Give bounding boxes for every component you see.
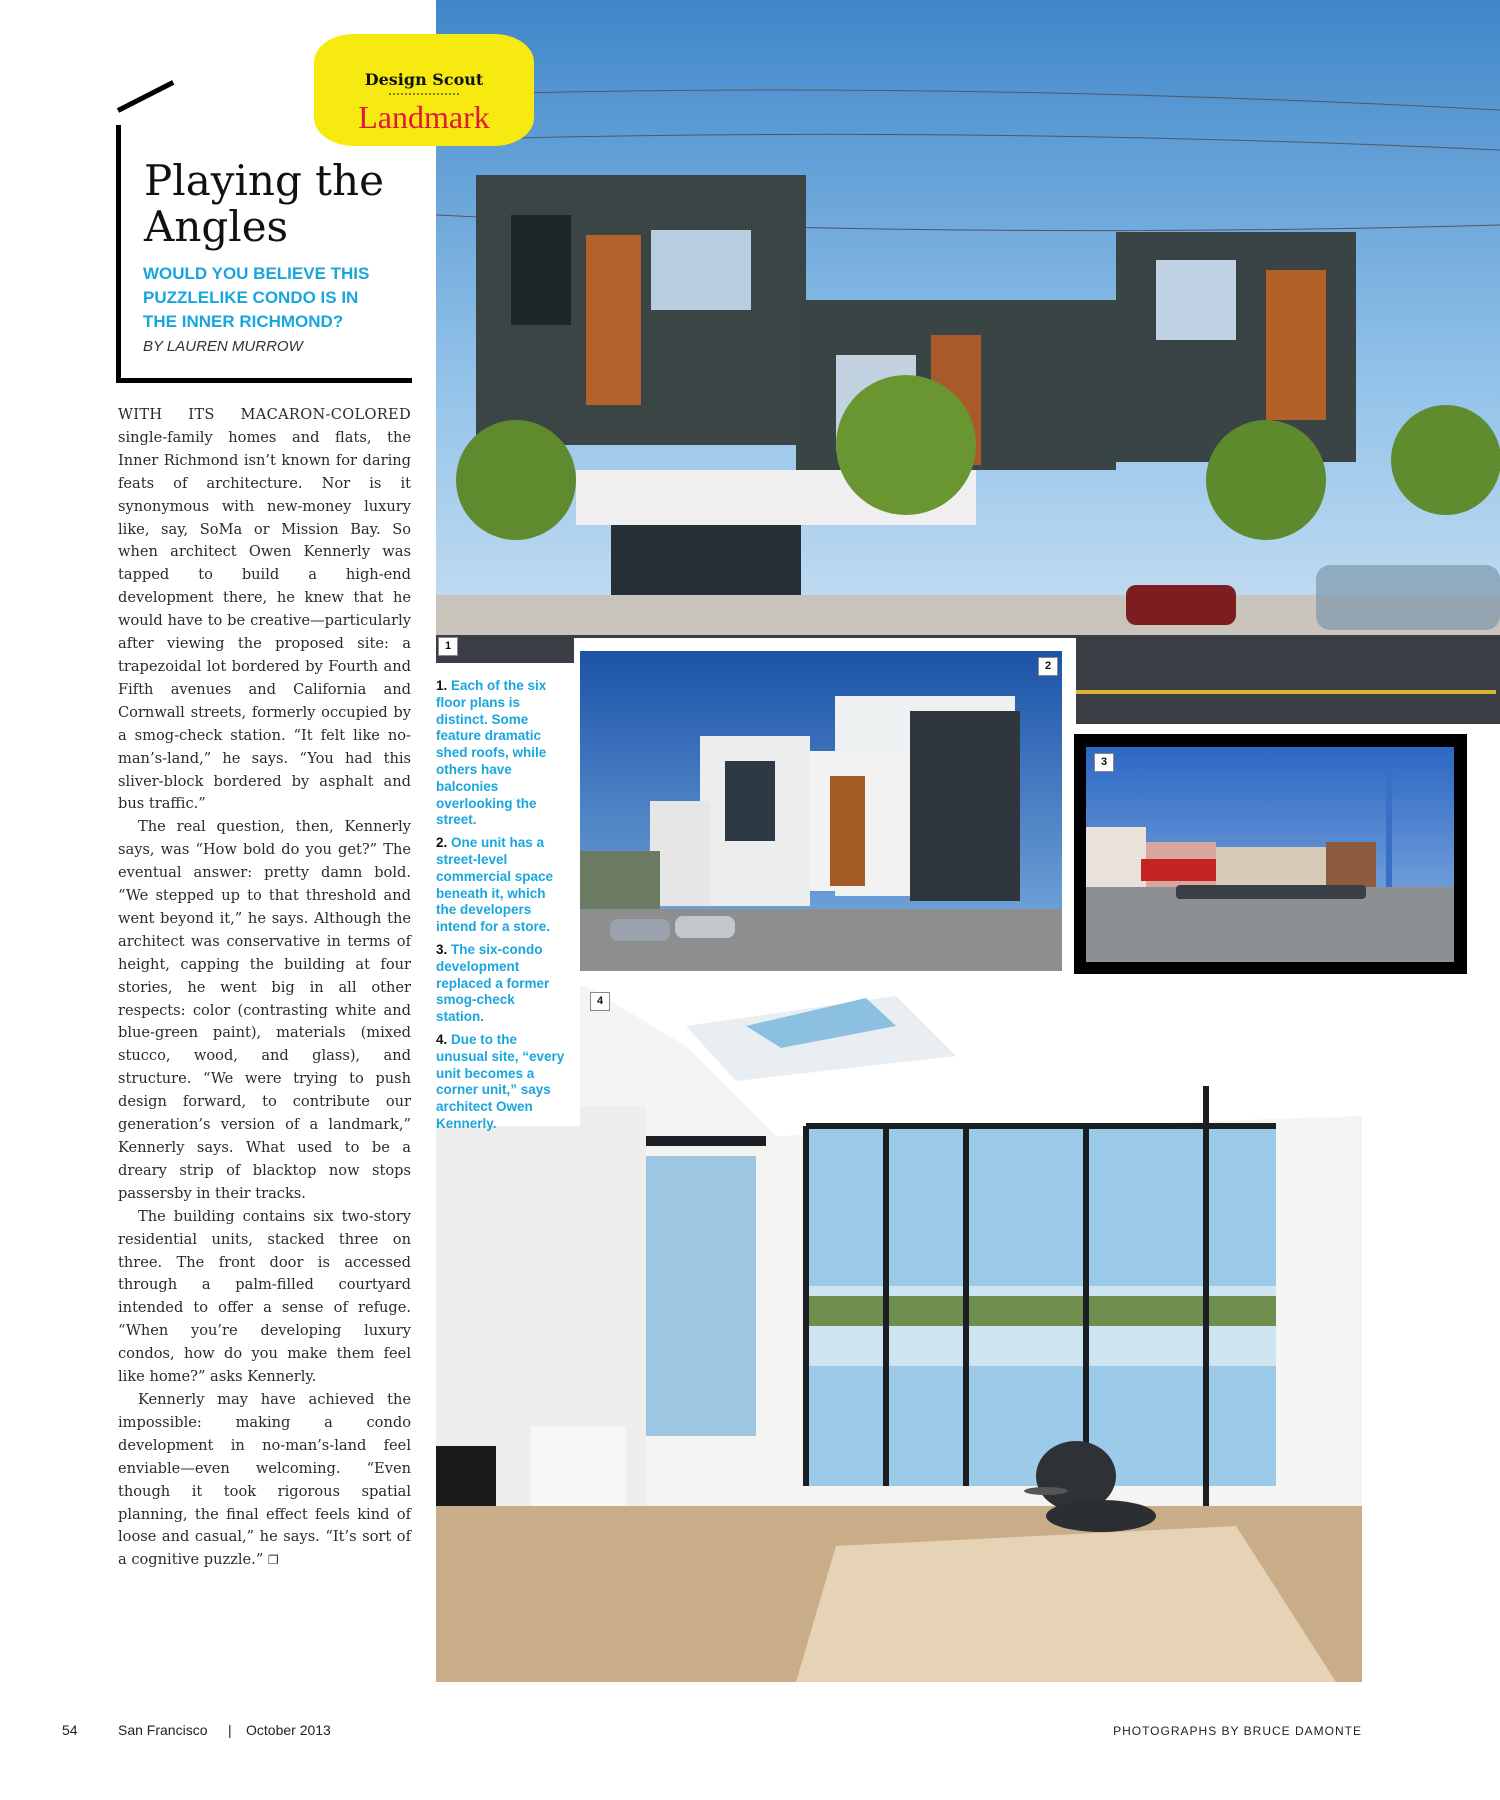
- body-paragraph: [118, 1389, 411, 1572]
- article-headline: Playing the Angles: [144, 156, 384, 251]
- issue-date: October 2013: [246, 1722, 331, 1738]
- headline-frame-bottom: [116, 378, 412, 383]
- body-paragraph: The building contains six two-story residential units, stacked three on three. The front door is accessed through a palm-filled courtyard intended to offer a sense of refuge. “When you’re developing luxury condos, how do you make them feel like home?” asks Kennerly.: [118, 1207, 411, 1386]
- caption-number: 1.: [436, 678, 448, 693]
- article-body: [118, 404, 411, 1684]
- photo-credit: PHOTOGRAPHS BY BRUCE DAMONTE: [1113, 1724, 1362, 1738]
- caption-number: 4.: [436, 1031, 448, 1047]
- kicker-label: Landmark: [358, 99, 490, 135]
- photo-number-3: 3: [1094, 753, 1114, 772]
- headline-frame-left: [116, 125, 121, 382]
- footer-separator: |: [228, 1722, 232, 1738]
- caption-number: 3.: [436, 941, 448, 957]
- caption-1: [436, 678, 566, 829]
- article-byline: BY LAUREN MURROW: [143, 338, 303, 355]
- photo-number-1: 1: [438, 637, 458, 656]
- body-paragraph-text: Kennerly may have achieved the impossible: making a condo development in no-man’s-land feel enviable—even welcoming. “Even though it took rigorous spatial planning, the final effect feels kind of loose and casual,” he says. “It’s sort of a cognitive puzzle.”: [118, 1390, 411, 1569]
- caption-text: Due to the unusual site, “every unit becomes a corner unit,” says architect Owen Kennerly.: [436, 1031, 565, 1131]
- caption-4: [436, 1032, 566, 1133]
- photo-building-corner: [580, 651, 1062, 971]
- caption-2: [436, 835, 566, 936]
- photo-building-exterior: [436, 0, 1500, 724]
- photo-former-site: [1086, 747, 1454, 962]
- page-number: 54: [62, 1722, 78, 1738]
- magazine-name: San Francisco: [118, 1722, 208, 1738]
- badge-divider: [389, 93, 459, 95]
- photo-number-2: 2: [1038, 657, 1058, 676]
- body-paragraph-text: single-family homes and flats, the Inner Richmond isn’t known for daring feats of architecture. Nor is it synonymous with new-money luxury like, say, SoMa or Mission Bay. So when architect Owen Kennerly was tapped to build a high-end development there, he knew that he would have to be creative—particularly after viewing the proposed site: a trapezoidal lot bordered by Fourth and Fifth avenues and California and Cornwall streets, formerly occupied by a smog-check station. “It felt like no-man’s-land,” he says. “You had this sliver-block bordered by asphalt and bus traffic.”: [118, 428, 411, 813]
- body-paragraph: The real question, then, Kennerly says, was “How bold do you get?” The eventual answer: pretty damn bold. “We stepped up to that threshold and went beyond it,” he says. Although the architect was conservative in terms of height, capping the building at four stories, he went big in all other respects: color (contrasting white and blue-green paint), materials (mixed stucco, wood, and glass), and structure. “We were trying to push design forward, to contribute our generation’s version of a landmark,” Kennerly says. What used to be a dreary strip of blacktop now stops passersby in their tracks.: [118, 818, 411, 1202]
- caption-number: 2.: [436, 835, 448, 851]
- caption-text: Each of the six floor plans is distinct. Some feature dramatic shed roofs, while others have balconies overlooking the street.: [436, 678, 547, 828]
- headline-frame-top: [117, 80, 175, 113]
- caption-text: One unit has a street-level commercial space beneath it, which the developers intend for a store.: [436, 835, 554, 935]
- photo-captions: [436, 678, 566, 1139]
- caption-3: [436, 942, 566, 1026]
- photo-number-4: 4: [590, 992, 610, 1011]
- lead-in: WITH ITS MACARON-COLORED: [118, 406, 411, 423]
- end-mark-icon: ❒: [267, 1553, 279, 1568]
- section-label: Design Scout: [364, 70, 484, 89]
- section-badge: [314, 34, 534, 146]
- caption-text: The six-condo development replaced a former smog-check station.: [436, 941, 550, 1025]
- body-paragraph: [118, 404, 411, 816]
- article-dek: WOULD YOU BELIEVE THIS PUZZLELIKE CONDO IS IN THE INNER RICHMOND?: [143, 264, 370, 331]
